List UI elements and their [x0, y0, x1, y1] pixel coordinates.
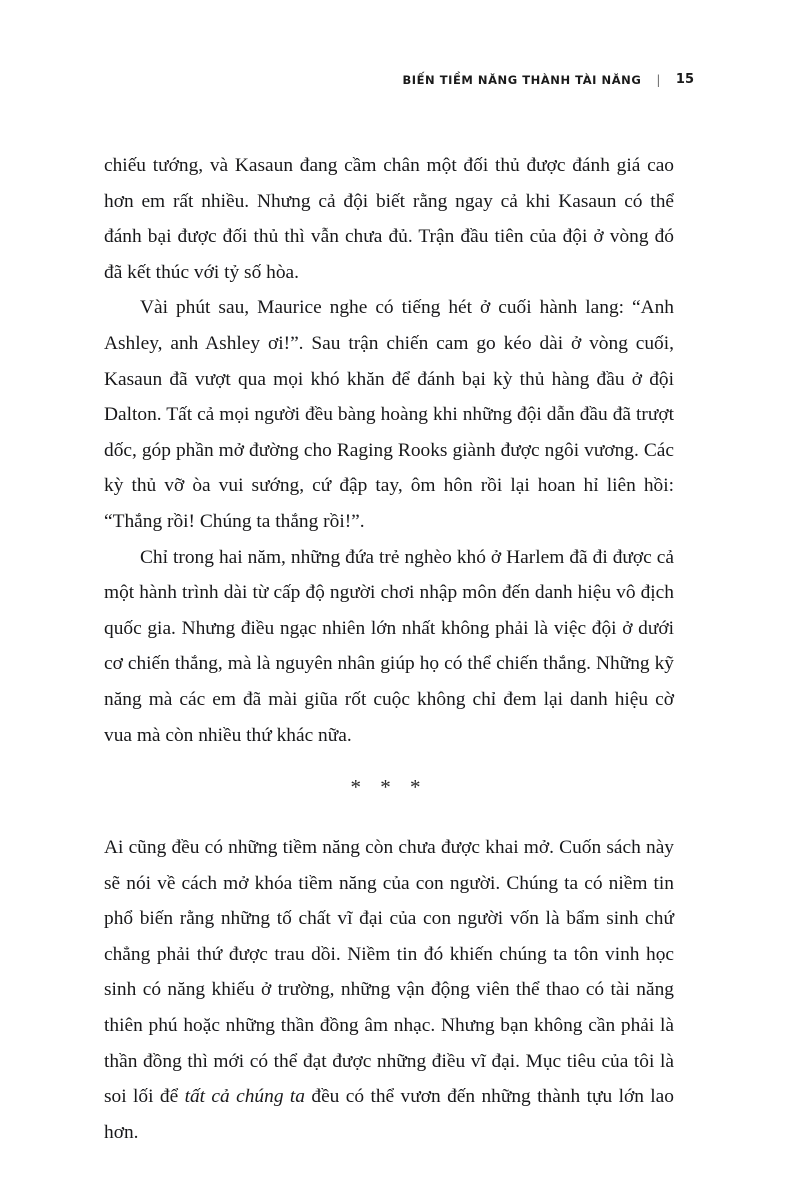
- paragraph-4-emphasis: tất cả chúng ta: [184, 1086, 305, 1108]
- paragraph-2: Vài phút sau, Maurice nghe có tiếng hét ở cuối hành lang: “Anh Ashley, anh Ashley ơi!”. Sau trận chiến cam go kéo dài ở vòng cuối, Kasaun đã vượt qua mọi khó khăn để đánh bại kỳ thủ hàng đầu ở đội Dalton. Tất cả mọi người đều bàng hoàng khi những đội dẫn đầu đã trượt dốc, góp phần mở đường cho Raging Rooks giành được ngôi vương. Các kỳ thủ vỡ òa vui sướng, cứ đập tay, ôm hôn rồi lại hoan hỉ liên hồi: “Thắng rồi! Chúng ta thắng rồi!”.: [104, 297, 674, 532]
- paragraph-4-text-after: đều có thể vươn đến những thành tựu lớn lao hơn.: [104, 1086, 674, 1143]
- running-head-title: BIẾN TIỀM NĂNG THÀNH TÀI NĂNG: [402, 72, 642, 87]
- page-number: 15: [675, 72, 694, 87]
- running-head-separator: |: [656, 72, 661, 87]
- paragraph-1: chiếu tướng, và Kasaun đang cầm chân một đối thủ được đánh giá cao hơn em rất nhiều. Nhưng cả đội biết rằng ngay cả khi Kasaun có thể đánh bại được đối thủ thì vẫn chưa đủ. Trận đầu tiên của đội ở vòng đó đã kết thúc với tỷ số hòa.: [104, 155, 674, 283]
- running-head: [402, 72, 694, 87]
- paragraph-4: [104, 830, 674, 1150]
- section-divider: * * *: [350, 775, 428, 800]
- paragraph-4-text-before: Ai cũng đều có những tiềm năng còn chưa được khai mở. Cuốn sách này sẽ nói về cách mở khóa tiềm năng của con người. Chúng ta có niềm tin phổ biến rằng những tố chất vĩ đại của con người vốn là bẩm sinh chứ chẳng phải thứ được trau dồi. Niềm tin đó khiến chúng ta tôn vinh học sinh có năng khiếu ở trường, những vận động viên thể thao có tài năng thiên phú hoặc những thần đồng âm nhạc. Nhưng bạn không cần phải là thần đồng thì mới có thể đạt được những điều vĩ đại. Mục tiêu của tôi là soi lối để: [104, 837, 674, 1108]
- page-body: [104, 148, 674, 1150]
- paragraph-3: Chỉ trong hai năm, những đứa trẻ nghèo khó ở Harlem đã đi được cả một hành trình dài từ cấp độ người chơi nhập môn đến danh hiệu vô địch quốc gia. Nhưng điều ngạc nhiên lớn nhất không phải là việc đội ở dưới cơ chiến thắng, mà là nguyên nhân giúp họ có thể chiến thắng. Những kỹ năng mà các em đã mài giũa rốt cuộc không chỉ đem lại danh hiệu cờ vua mà còn nhiều thứ khác nữa.: [104, 546, 674, 746]
